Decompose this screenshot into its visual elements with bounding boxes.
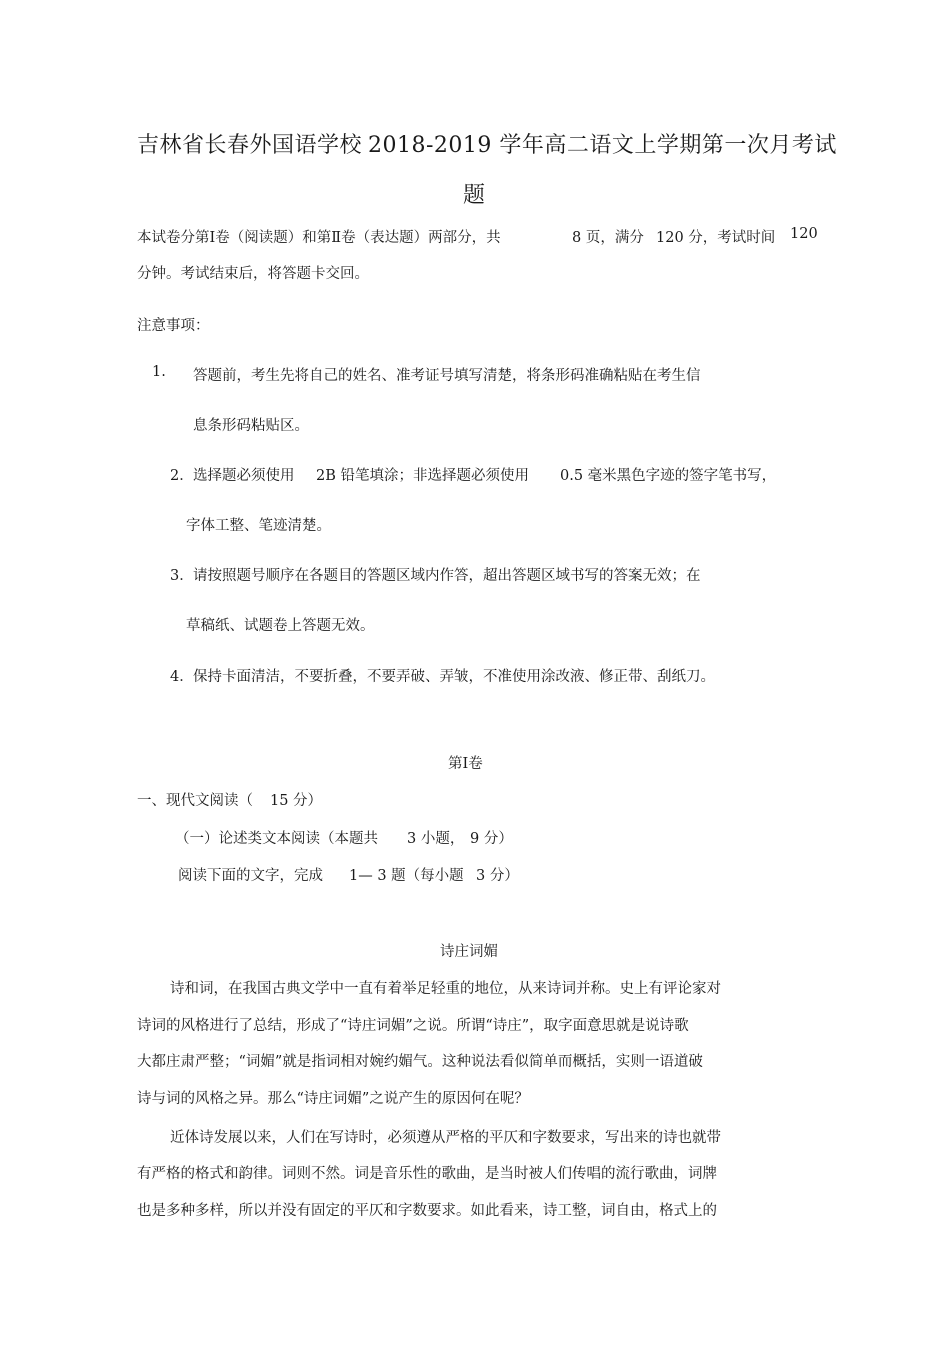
article-line: 大都庄肃严整；“词媚”就是指词相对婉约媚气。这种说法看似简单而概括，实则一语道破 bbox=[137, 1054, 703, 1070]
note-3-line2: 草稿纸、试题卷上答题无效。 bbox=[186, 618, 375, 634]
note-4-number: 4． bbox=[170, 669, 194, 685]
note-2-line1-b: 2B 铅笔填涂；非选择题必须使用 bbox=[316, 468, 529, 484]
note-2-line1-a: 选择题必须使用 bbox=[193, 468, 295, 484]
subsection-a: （一）论述类文本阅读（本题共 bbox=[175, 831, 378, 847]
section-heading-a: 一、现代文阅读（ bbox=[137, 793, 253, 809]
note-2-line1-c: 0.5 毫米黑色字迹的签字笔书写， bbox=[560, 468, 777, 484]
intro-text-a: 本试卷分第Ⅰ卷（阅读题）和第Ⅱ卷（表达题）两部分，共 bbox=[137, 230, 501, 246]
article-line: 诗与词的风格之异。那么“诗庄词媚”之说产生的原因何在呢？ bbox=[137, 1091, 529, 1107]
instruction-a: 阅读下面的文字，完成 bbox=[178, 868, 323, 884]
exam-title-line2: 题 bbox=[463, 183, 486, 208]
article-line: 诗和词，在我国古典文学中一直有着举足轻重的地位，从来诗词并称。史上有评论家对 bbox=[170, 981, 721, 997]
note-2-number: 2． bbox=[170, 468, 194, 484]
note-4-line1: 保持卡面清洁，不要折叠，不要弄破、弄皱，不准使用涂改液、修正带、刮纸刀。 bbox=[193, 669, 715, 685]
exam-title-school: 吉林省长春外国语学校 bbox=[137, 133, 363, 158]
intro-line2: 分钟。考试结束后，将答题卡交回。 bbox=[137, 266, 369, 282]
section-heading-b: 15 分） bbox=[270, 793, 323, 809]
notes-heading: 注意事项： bbox=[137, 318, 210, 334]
article-line: 有严格的格式和韵律。词则不然。词是音乐性的歌曲，是当时被人们传唱的流行歌曲，词牌 bbox=[137, 1166, 717, 1182]
note-3-number: 3． bbox=[170, 568, 194, 584]
intro-pages: 8 页，满分 bbox=[572, 230, 644, 246]
article-line: 也是多种多样，所以并没有固定的平仄和字数要求。如此看来，诗工整，词自由，格式上的 bbox=[137, 1203, 717, 1219]
note-1-line2: 息条形码粘贴区。 bbox=[193, 418, 309, 434]
article-title: 诗庄词媚 bbox=[440, 944, 498, 960]
article-line: 诗词的风格进行了总结，形成了“诗庄词媚”之说。所谓“诗庄”，取字面意思就是说诗歌 bbox=[137, 1018, 689, 1034]
note-2-line2: 字体工整、笔迹清楚。 bbox=[186, 518, 331, 534]
note-1-line1: 答题前，考生先将自己的姓名、准考证号填写清楚，将条形码准确粘贴在考生信 bbox=[193, 368, 701, 384]
part1-heading: 第Ⅰ卷 bbox=[448, 756, 483, 772]
article-line: 近体诗发展以来，人们在写诗时，必须遵从严格的平仄和字数要求，写出来的诗也就带 bbox=[170, 1130, 721, 1146]
exam-title-rest: 2018-2019 学年高二语文上学期第一次月考试 bbox=[368, 133, 837, 158]
note-1-number: 1. bbox=[152, 364, 166, 380]
instruction-b: 1— 3 题（每小题 bbox=[349, 868, 464, 884]
intro-score-time: 120 分，考试时间 bbox=[656, 230, 776, 246]
subsection-c: 9 分） bbox=[470, 831, 513, 847]
intro-minutes: 120 bbox=[790, 226, 818, 242]
subsection-b: 3 小题， bbox=[407, 831, 465, 847]
note-3-line1: 请按照题号顺序在各题目的答题区域内作答，超出答题区域书写的答案无效；在 bbox=[193, 568, 701, 584]
instruction-c: 3 分） bbox=[476, 868, 519, 884]
